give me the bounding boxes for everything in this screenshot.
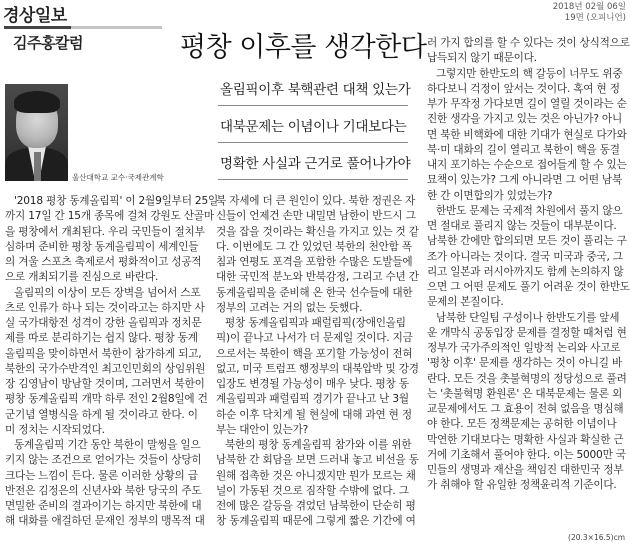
- article-line: 것을 잡을 것이라는 확신을 가지고 있는 것 같: [216, 225, 419, 238]
- article-line: 진한 생각을 가지고 있는 것은 아닌가? 아니: [427, 113, 622, 126]
- article-line: 내지 포기하는 수순으로 접어들게 할 수 있는: [427, 159, 627, 171]
- article-line: 면밀한 준비의 결과이기는 하지만 북한에 대: [5, 500, 202, 512]
- article-line: 문제의 본질이다.: [427, 296, 504, 309]
- column-rule: [4, 26, 162, 29]
- article-line: 남북한 간에만 합의되면 모든 것이 풀리는 구: [427, 235, 627, 248]
- article-line: 실 국가대항전 성격이 강한 올림픽과 정치문: [5, 317, 202, 329]
- article-line: 묘책이 있는가? 그게 아니라면 그 어떤 남북: [427, 174, 622, 187]
- article-line: 의 겨울 스포츠 축제로서 평화적이고 성공적: [5, 256, 202, 268]
- article-line: 없고, 미국 트럼프 행정부의 대북압박 및 강경: [216, 362, 419, 375]
- article-line: 는 '촛불혁명 환원론' 은 대북문제는 물론 외: [427, 387, 622, 400]
- article-line: 민들의 생명과 재산을 책임진 대한민국 정부: [427, 464, 624, 476]
- article-line: 동계올림픽을 준비해 온 한국 선수들에 대한: [216, 286, 413, 299]
- article-line: 심하며 준비한 평창 동계올림픽이 세계인들: [5, 240, 199, 253]
- article-line: '평창 이후' 문제를 생각하는 것이 아니길 바: [427, 357, 622, 370]
- article-line: 한 간 이면합의가 있었는가?: [427, 189, 553, 202]
- article-line: 그렇지만 한반도의 핵 갈등이 너무도 위중: [436, 67, 623, 80]
- article-line: 하다보니 걱정이 앞서는 것이다. 혹여 현 정: [427, 82, 620, 95]
- headline: 평창 이후를 생각한다: [180, 32, 427, 63]
- article-line: 반전은 김정은의 신년사와 북한 당국의 주도: [5, 484, 202, 497]
- masthead: 경상일보: [3, 6, 67, 26]
- article-line: 키지 않는 조건으로 얻어가는 것들이 상당히: [5, 454, 202, 467]
- article-line: 운 개막식 공동입장 문제를 결정할 때처럼 현: [427, 326, 627, 339]
- article-line: '2018 평창 동계올림픽' 이 2월9일부터 25일: [14, 195, 219, 207]
- article-line: 리고 일본과 러시아까지도 함께 논의하지 않: [427, 265, 624, 278]
- article-line: 북 자세에 더 큰 원인이 있다. 북한 정권은 자: [216, 195, 416, 207]
- article-line: 원해 접촉한 것은 아니겠지만 뭔가 모르는 채: [216, 469, 416, 482]
- article-line: 장 김영남이 방남할 것이며, 그러면서 북한이: [5, 378, 205, 390]
- article-line: 교문제에서도 그 효용이 전혀 없음을 명심해: [427, 403, 624, 415]
- photo-hair: [14, 91, 60, 113]
- article-line: 조가 아니라는 것이다. 결국 미국과 중국, 그: [427, 250, 623, 263]
- article-line: 면 북한 비핵화에 대한 기대가 현실로 다가와: [427, 128, 627, 141]
- photo-tie: [34, 152, 41, 181]
- article-line: 평창 동계올림픽과 패럴림픽(장애인올림: [225, 317, 406, 329]
- article-line: 올림픽을 맞이하면서 북한이 참가하게 되고,: [5, 347, 202, 360]
- article-column-1: [5, 194, 219, 530]
- article-line: 동계올림픽 기간 동안 북한이 말썽을 일으: [14, 439, 201, 451]
- article-column-3: [427, 36, 630, 494]
- subhead: 명확한 사실과 근거로 풀어나가야: [218, 152, 408, 180]
- article-column-2: [216, 194, 419, 530]
- article-line: 다. 이번에도 그 간 있었던 북한의 천안함 폭: [216, 240, 412, 253]
- article-line: 해 대화를 애걸하던 문재인 정부의 맹목적 대: [5, 515, 205, 528]
- publication-date: 2018년 02월 06일: [552, 2, 626, 12]
- author-caption: 울산대학교 교수·국제관계학: [72, 173, 164, 182]
- article-line: 으로서는 북한이 핵을 포기할 가능성이 전혀: [216, 347, 413, 360]
- page-section: 19면 (오피니언): [564, 13, 626, 23]
- article-line: 북한의 국가수반격인 최고인민회의 상임위원: [5, 362, 206, 375]
- article-line: 막연한 기대보다는 명확한 사실과 확실한 근: [427, 433, 624, 446]
- article-line: 미 정치는 시작되었다.: [5, 423, 105, 436]
- article-line: 올림픽의 이상이 모든 장벽을 넘어서 스포: [14, 286, 201, 299]
- author-photo: [5, 84, 68, 181]
- article-line: 란다. 모든 것을 촛불혁명의 정당성으로 풀려: [427, 372, 627, 385]
- article-line: 북한의 평창 동계올림픽 참가와 이를 위한: [225, 439, 412, 451]
- article-line: 으로 개최되기를 진심으로 바란다.: [5, 271, 159, 284]
- article-line: 입장도 변경될 가능성이 매우 낮다. 평창 동: [216, 378, 409, 390]
- article-line: 정부가 국가주의적인 일방적 논리와 사고로: [427, 342, 621, 354]
- column-rule-accent: [4, 26, 71, 29]
- article-dimensions: (20.3×16.5)cm: [568, 533, 625, 542]
- article-line: 거에 기초해서 풀어야 한다. 이는 5000만 국: [427, 448, 626, 461]
- article-line: 까지 17일 간 15개 종목에 걸쳐 강원도 산골마: [5, 210, 214, 223]
- subhead: 대북문제는 이념이나 기대보다는: [218, 115, 408, 143]
- article-line: 러 가지 합의를 할 수 있다는 것이 상식적으로: [427, 37, 630, 49]
- article-line: 평창 동계올림픽 개막 하루 전인 2월8일에 건: [5, 393, 208, 406]
- article-line: 가 취해야 할 유일한 정책윤리적 기준이다.: [427, 479, 617, 492]
- article-line: 신들이 언제건 손만 내밀면 남한이 반드시 그: [216, 210, 416, 223]
- article-line: 부는 대안이 있는가?: [216, 423, 309, 436]
- article-line: 남북한 단일팀 구성이나 한반도기를 앞세: [436, 311, 620, 324]
- subhead: 올림픽이후 북핵관련 대책 있는가: [218, 78, 408, 106]
- article-line: 을 평창에서 개최된다. 우리 국민들이 절치부: [5, 225, 205, 238]
- article-line: 한반도 문제는 국제적 차원에서 풀지 않으: [436, 204, 623, 217]
- article-line: 츠로 인류가 하나 되는 것이라고는 하지만 사: [5, 301, 205, 314]
- article-line: 픽)이 끝나고 나서가 더 문제일 것이다. 지금: [216, 332, 413, 345]
- dateline: [553, 2, 626, 24]
- column-name: 김주홍칼럼: [13, 34, 83, 52]
- article-line: 으면 그 어떤 문제도 풀기 어려운 것이 한반도: [427, 281, 630, 293]
- article-line: 창 동계올림픽 때문에 그렇게 짧은 기간에 여: [216, 515, 416, 528]
- article-line: 납득되지 않기 때문이다.: [427, 52, 537, 65]
- article-line: 제를 따로 분리하기는 쉽지 않다. 평창 동계: [5, 332, 198, 345]
- article-line: 크다는 느낌이 든다. 물론 이러한 상황의 급: [5, 469, 198, 482]
- article-line: 침과 연평도 포격을 포함한 수많은 도발들에: [216, 256, 413, 268]
- article-line: 면 절대로 풀리지 않는 것들이 대부분이다.: [427, 220, 617, 232]
- article-line: 군기념 열병식을 하게 될 것이라고 한다. 이: [5, 408, 198, 421]
- article-line: 전에 많은 갈등을 겪었던 남북한이 단순히 평: [216, 500, 416, 512]
- subheads: [218, 78, 411, 189]
- article-line: 부가 무작정 가다보면 길이 열릴 것이라는 순: [427, 98, 627, 110]
- article-line: 북·미 대화의 길이 열리고 북한이 핵을 동결: [427, 143, 620, 156]
- article-line: 하순 이후 닥치게 될 현실에 대해 과연 현 정: [216, 408, 412, 421]
- article-line: 남북한 간 회담을 보면 드러내 놓고 비선을 동: [216, 454, 419, 467]
- article-line: 계올림픽과 패럴림픽 경기가 끝나고 난 3월: [216, 393, 409, 406]
- article-line: 정부의 고려는 거의 없는 듯했다.: [216, 301, 363, 314]
- article-line: 대한 국민적 분노와 반북감정, 그리고 수년 간: [216, 271, 419, 284]
- article-line: 야 한다. 모든 정책문제는 공허한 이념이나: [427, 418, 617, 431]
- article-line: 널이 가동된 것으로 짐작할 수밖에 없다. 그: [216, 484, 409, 497]
